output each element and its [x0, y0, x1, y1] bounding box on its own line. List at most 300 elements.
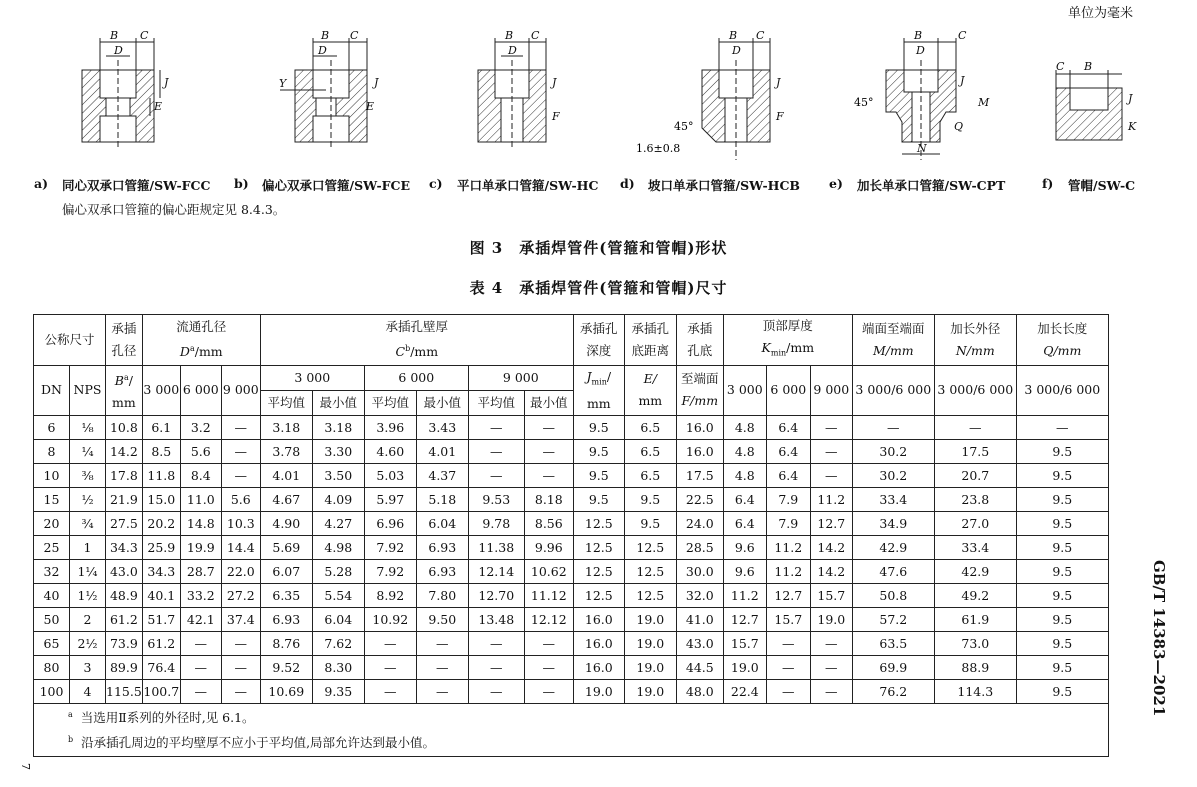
header-top-3000: 3 000 — [723, 365, 766, 416]
label-m: M — [978, 96, 990, 109]
table-cell: 9.6 — [723, 560, 766, 584]
table-cell: 9.5 — [1016, 440, 1108, 464]
table-cell: 19.0 — [624, 680, 676, 704]
table-cell: 5.6 — [221, 488, 260, 512]
table-cell: 47.6 — [852, 560, 934, 584]
table-row — [34, 488, 1109, 512]
table-cell: 21.9 — [106, 488, 143, 512]
table-cell: — — [810, 464, 852, 488]
table-cell: 34.3 — [106, 536, 143, 560]
label-j: J — [1128, 92, 1133, 105]
table-cell: 33.4 — [852, 488, 934, 512]
label-j: J — [552, 76, 557, 89]
table-cell: 2½ — [70, 632, 106, 656]
table-cell: 28.5 — [676, 536, 723, 560]
figure-drawings — [0, 0, 1197, 175]
table-cell: 6.93 — [416, 536, 468, 560]
table-cell: 9.5 — [624, 488, 676, 512]
figure-title: 图 3 承插焊管件(管箍和管帽)形状 — [469, 239, 728, 257]
table-cell: — — [416, 680, 468, 704]
figure-f-drawing — [1056, 60, 1137, 140]
table-cell: 5.6 — [180, 440, 221, 464]
table-cell: 114.3 — [934, 680, 1016, 704]
table-cell: 12.7 — [810, 512, 852, 536]
table-cell: — — [468, 632, 524, 656]
table-cell: 65 — [34, 632, 70, 656]
table-cell: 4.8 — [723, 464, 766, 488]
table-cell: ⅛ — [70, 416, 106, 440]
table-cell: 14.2 — [810, 560, 852, 584]
caption-e: 加长单承口管箍/SW-CPT — [857, 178, 1006, 193]
table-cell: 16.0 — [573, 608, 624, 632]
label-q: Q — [954, 120, 964, 133]
label-c: C — [531, 29, 540, 42]
label-b: B — [729, 29, 738, 42]
table-cell: — — [810, 440, 852, 464]
table-cell: 3.18 — [260, 416, 312, 440]
table-cell: — — [221, 656, 260, 680]
table-cell: — — [221, 416, 260, 440]
table-cell: 9.50 — [416, 608, 468, 632]
table-cell: 9.5 — [1016, 656, 1108, 680]
table-cell: — — [766, 632, 810, 656]
table-cell: — — [364, 632, 416, 656]
table-cell: 3 — [70, 656, 106, 680]
table-cell: 20 — [34, 512, 70, 536]
table-cell: 12.5 — [624, 560, 676, 584]
table-cell: 4.98 — [312, 536, 364, 560]
table-cell: — — [180, 632, 221, 656]
table-title: 表 4 承插焊管件(管箍和管帽)尺寸 — [469, 279, 728, 297]
dimensions-table — [33, 314, 1109, 757]
caption-c: 平口单承口管箍/SW-HC — [457, 178, 599, 193]
table-cell: 9.96 — [524, 536, 573, 560]
table-cell: 115.5 — [106, 680, 143, 704]
label-e: E — [366, 100, 375, 113]
table-row — [34, 416, 1109, 440]
label-j: J — [164, 76, 169, 89]
table-cell: — — [524, 464, 573, 488]
table-cell: 7.80 — [416, 584, 468, 608]
table-cell: 63.5 — [852, 632, 934, 656]
table-cell: 5.54 — [312, 584, 364, 608]
table-cell: 9.52 — [260, 656, 312, 680]
table-cell: 8.4 — [180, 464, 221, 488]
table-cell: 13.48 — [468, 608, 524, 632]
table-cell: 42.1 — [180, 608, 221, 632]
figure-d-drawing — [636, 29, 784, 160]
caption-f-letter: f) — [1042, 176, 1054, 191]
table-cell: 9.5 — [573, 488, 624, 512]
table-row — [34, 536, 1109, 560]
table-cell: 7.9 — [766, 488, 810, 512]
table-cell: ½ — [70, 488, 106, 512]
table-cell: 50.8 — [852, 584, 934, 608]
table-cell: 33.4 — [934, 536, 1016, 560]
table-cell: — — [468, 440, 524, 464]
table-cell: 16.0 — [573, 632, 624, 656]
table-cell: 9.5 — [1016, 560, 1108, 584]
table-cell: 9.5 — [573, 464, 624, 488]
table-cell: 28.7 — [180, 560, 221, 584]
table-row — [34, 656, 1109, 680]
table-cell: 9.5 — [1016, 464, 1108, 488]
label-angle2: 45° — [854, 96, 874, 109]
label-y: Y — [279, 77, 287, 90]
header-q: 加长长度 Q/mm — [1016, 315, 1108, 366]
table-cell: 12.5 — [624, 536, 676, 560]
label-b: B — [110, 29, 119, 42]
table-cell: 12.5 — [573, 536, 624, 560]
label-angle: 45° — [674, 120, 694, 133]
table-cell: 15.0 — [142, 488, 180, 512]
figure-note: 偏心双承口管箍的偏心距规定见 8.4.3。 — [62, 202, 286, 217]
table-cell: 4.01 — [416, 440, 468, 464]
caption-f: 管帽/SW-C — [1068, 178, 1136, 193]
table-cell: — — [364, 680, 416, 704]
header-avg: 平均值 — [468, 390, 524, 415]
table-cell: 9.5 — [1016, 488, 1108, 512]
label-j: J — [776, 76, 781, 89]
header-q-class: 3 000/6 000 — [1016, 365, 1108, 416]
table-cell: 32 — [34, 560, 70, 584]
table-cell: 16.0 — [676, 416, 723, 440]
table-cell: 8.18 — [524, 488, 573, 512]
label-k: K — [1128, 120, 1137, 133]
header-dn: DN — [34, 365, 70, 416]
table-cell: 100 — [34, 680, 70, 704]
table-cell: 6.35 — [260, 584, 312, 608]
table-cell: 12.14 — [468, 560, 524, 584]
table-cell: ¼ — [70, 440, 106, 464]
table-cell: 16.0 — [676, 440, 723, 464]
table-cell: 6 — [34, 416, 70, 440]
caption-b: 偏心双承口管箍/SW-FCE — [262, 178, 410, 193]
table-cell: 10.69 — [260, 680, 312, 704]
table-cell: 15.7 — [723, 632, 766, 656]
header-top: 顶部厚度 $K_{min}/mm$ — [723, 315, 852, 366]
header-wall-9000: 9 000 — [468, 365, 573, 390]
table-cell: 19.0 — [723, 656, 766, 680]
table-cell: 3.96 — [364, 416, 416, 440]
label-b: B — [1084, 60, 1093, 73]
header-n: 加长外径 N/mm — [934, 315, 1016, 366]
table-cell: ⅜ — [70, 464, 106, 488]
table-cell: 3.43 — [416, 416, 468, 440]
label-j: J — [374, 76, 379, 89]
header-n-class: 3 000/6 000 — [934, 365, 1016, 416]
label-b: B — [914, 29, 923, 42]
table-cell: 6.1 — [142, 416, 180, 440]
header-socket-bore-unit: $B^a/$ mm — [106, 365, 143, 416]
table-cell: 12.7 — [766, 584, 810, 608]
table-cell: 6.4 — [723, 512, 766, 536]
table-cell: 11.8 — [142, 464, 180, 488]
table-cell: 3.2 — [180, 416, 221, 440]
table-cell: 4.8 — [723, 416, 766, 440]
table-cell: 30.2 — [852, 464, 934, 488]
header-top-9000: 9 000 — [810, 365, 852, 416]
table-cell: 89.9 — [106, 656, 143, 680]
header-min: 最小值 — [524, 390, 573, 415]
table-row — [34, 632, 1109, 656]
table-cell: 50 — [34, 608, 70, 632]
table-cell: 42.9 — [934, 560, 1016, 584]
label-c: C — [350, 29, 359, 42]
table-cell: 41.0 — [676, 608, 723, 632]
table-cell: 76.4 — [142, 656, 180, 680]
header-wall-6000: 6 000 — [364, 365, 468, 390]
header-min: 最小值 — [312, 390, 364, 415]
table-cell: — — [810, 680, 852, 704]
header-depth: 承插孔 深度 — [573, 315, 624, 366]
table-cell: 6.4 — [766, 416, 810, 440]
table-row — [34, 680, 1109, 704]
table-cell: 43.0 — [106, 560, 143, 584]
table-cell: 17.5 — [676, 464, 723, 488]
header-bottom: 承插孔 底距离 — [624, 315, 676, 366]
header-depth-unit: $J_{min}/$ mm — [573, 365, 624, 416]
label-e: E — [154, 100, 163, 113]
header-avg: 平均值 — [260, 390, 312, 415]
table-cell: 5.28 — [312, 560, 364, 584]
table-cell: 30.0 — [676, 560, 723, 584]
standard-number: GB/T 14383—2021 — [1150, 560, 1168, 717]
table-cell: 12.5 — [573, 560, 624, 584]
label-d: D — [732, 44, 741, 57]
label-c: C — [140, 29, 149, 42]
label-c: C — [1056, 60, 1065, 73]
table-cell: 20.7 — [934, 464, 1016, 488]
table-cell: 11.2 — [766, 536, 810, 560]
table-cell: — — [221, 680, 260, 704]
table-cell: — — [221, 464, 260, 488]
table-cell: — — [221, 632, 260, 656]
table-cell: 32.0 — [676, 584, 723, 608]
table-cell: 4.37 — [416, 464, 468, 488]
caption-e-letter: e) — [829, 176, 843, 191]
table-cell: 7.9 — [766, 512, 810, 536]
figure-c-drawing — [478, 29, 560, 150]
table-cell: 19.0 — [624, 608, 676, 632]
table-cell: — — [468, 656, 524, 680]
table-cell: 40 — [34, 584, 70, 608]
label-d: D — [916, 44, 925, 57]
header-flow-3000: 3 000 — [142, 365, 180, 416]
table-cell: 48.0 — [676, 680, 723, 704]
header-flow-bore: 流通孔径 $D^a/mm$ — [142, 315, 260, 366]
caption-c-letter: c) — [429, 176, 443, 191]
table-cell: 6.93 — [260, 608, 312, 632]
table-cell: 6.07 — [260, 560, 312, 584]
table-cell: 19.0 — [624, 632, 676, 656]
header-end: 承插 孔底 — [676, 315, 723, 366]
table-row — [34, 464, 1109, 488]
table-cell: 8.30 — [312, 656, 364, 680]
table-cell: 5.18 — [416, 488, 468, 512]
header-flow-9000: 9 000 — [221, 365, 260, 416]
table-cell: — — [766, 680, 810, 704]
label-f: F — [552, 110, 560, 123]
label-c: C — [958, 29, 967, 42]
table-cell: 9.5 — [624, 512, 676, 536]
table-cell: 15.7 — [766, 608, 810, 632]
table-cell: 8.56 — [524, 512, 573, 536]
table-cell: 6.5 — [624, 464, 676, 488]
table-cell: 9.78 — [468, 512, 524, 536]
table-cell: 5.69 — [260, 536, 312, 560]
table-cell: 27.0 — [934, 512, 1016, 536]
table-cell: — — [221, 440, 260, 464]
table-cell: 8.5 — [142, 440, 180, 464]
table-cell: 9.5 — [1016, 512, 1108, 536]
table-cell: 25 — [34, 536, 70, 560]
table-cell: — — [524, 680, 573, 704]
table-cell: — — [364, 656, 416, 680]
table-cell: 9.35 — [312, 680, 364, 704]
table-cell: 61.9 — [934, 608, 1016, 632]
table-cell: — — [468, 416, 524, 440]
table-cell: 4 — [70, 680, 106, 704]
table-row — [34, 440, 1109, 464]
table-cell: 34.3 — [142, 560, 180, 584]
table-cell: 10.92 — [364, 608, 416, 632]
table-cell: 4.09 — [312, 488, 364, 512]
table-cell: 48.9 — [106, 584, 143, 608]
label-d: D — [114, 44, 123, 57]
table-cell: 5.97 — [364, 488, 416, 512]
header-m-class: 3 000/6 000 — [852, 365, 934, 416]
table-cell: 3.50 — [312, 464, 364, 488]
table-cell: 33.2 — [180, 584, 221, 608]
table-cell: — — [468, 464, 524, 488]
label-d: D — [318, 44, 327, 57]
table-cell: 76.2 — [852, 680, 934, 704]
header-socket-bore: 承插 孔径 — [106, 315, 143, 366]
table-cell: 7.62 — [312, 632, 364, 656]
table-cell: 6.5 — [624, 416, 676, 440]
table-cell: 16.0 — [573, 656, 624, 680]
table-cell: — — [524, 632, 573, 656]
table-cell: — — [524, 656, 573, 680]
table-cell: 44.5 — [676, 656, 723, 680]
table-cell: 4.01 — [260, 464, 312, 488]
table-cell: 12.12 — [524, 608, 573, 632]
table-cell: 14.8 — [180, 512, 221, 536]
label-b: B — [505, 29, 514, 42]
table-cell: 10.8 — [106, 416, 143, 440]
table-row — [34, 512, 1109, 536]
table-cell: 1¼ — [70, 560, 106, 584]
table-cell: 69.9 — [852, 656, 934, 680]
table-cell: 7.92 — [364, 536, 416, 560]
table-cell: 30.2 — [852, 440, 934, 464]
table-cell: 15.7 — [810, 584, 852, 608]
footnote-a: 当选用Ⅱ系列的外径时,见 6.1。 — [80, 710, 255, 726]
table-cell: 9.5 — [1016, 536, 1108, 560]
table-cell: 9.5 — [1016, 632, 1108, 656]
table-cell: 25.9 — [142, 536, 180, 560]
table-cell: 43.0 — [676, 632, 723, 656]
figure-a-drawing — [82, 29, 169, 150]
table-cell: 9.53 — [468, 488, 524, 512]
header-end-unit: 至端面 F/mm — [676, 365, 723, 416]
table-cell: 9.5 — [573, 440, 624, 464]
table-cell: 22.5 — [676, 488, 723, 512]
table-cell: 6.04 — [312, 608, 364, 632]
table-cell: 88.9 — [934, 656, 1016, 680]
table-cell: — — [416, 632, 468, 656]
table-cell: 5.03 — [364, 464, 416, 488]
table-cell: 1 — [70, 536, 106, 560]
caption-d-letter: d) — [620, 176, 635, 191]
table-cell: 6.4 — [723, 488, 766, 512]
label-j: J — [960, 74, 965, 87]
table-cell: 12.5 — [573, 512, 624, 536]
table-cell: 34.9 — [852, 512, 934, 536]
table-cell: 9.5 — [573, 416, 624, 440]
table-cell: 9.5 — [1016, 584, 1108, 608]
table-cell: 14.2 — [810, 536, 852, 560]
table-cell: — — [524, 416, 573, 440]
table-cell: 8.92 — [364, 584, 416, 608]
table-cell: 19.0 — [573, 680, 624, 704]
table-cell: 4.27 — [312, 512, 364, 536]
table-cell: 11.2 — [766, 560, 810, 584]
table-cell: 8.76 — [260, 632, 312, 656]
table-cell: 19.0 — [810, 608, 852, 632]
table-cell: 9.6 — [723, 536, 766, 560]
footnote-b: 沿承插孔周边的平均壁厚不应小于平均值,局部允许达到最小值。 — [81, 735, 436, 751]
table-cell: 4.8 — [723, 440, 766, 464]
table-cell: 100.7 — [142, 680, 180, 704]
table-body — [34, 416, 1109, 704]
table-cell: 12.5 — [624, 584, 676, 608]
table-cell: — — [1016, 416, 1108, 440]
table-row — [34, 584, 1109, 608]
table-cell: 10.3 — [221, 512, 260, 536]
header-avg: 平均值 — [364, 390, 416, 415]
table-cell: — — [468, 680, 524, 704]
table-cell: 27.5 — [106, 512, 143, 536]
label-f: F — [776, 110, 784, 123]
table-cell: 12.7 — [723, 608, 766, 632]
table-cell: 7.92 — [364, 560, 416, 584]
table-cell: 8 — [34, 440, 70, 464]
table-cell: — — [852, 416, 934, 440]
table-cell: 6.96 — [364, 512, 416, 536]
table-cell: 22.0 — [221, 560, 260, 584]
table-cell: 19.0 — [624, 656, 676, 680]
label-bevel: 1.6±0.8 — [636, 142, 681, 155]
table-cell: 57.2 — [852, 608, 934, 632]
table-cell: 4.67 — [260, 488, 312, 512]
table-cell: — — [810, 416, 852, 440]
table-cell: — — [524, 440, 573, 464]
table-cell: 49.2 — [934, 584, 1016, 608]
table-cell: 14.4 — [221, 536, 260, 560]
table-row — [34, 608, 1109, 632]
figure-e-drawing — [854, 29, 990, 160]
table-cell: 10 — [34, 464, 70, 488]
header-nominal: 公称尺寸 — [34, 315, 106, 366]
label-b: B — [321, 29, 330, 42]
table-cell: 11.38 — [468, 536, 524, 560]
table-cell: 11.12 — [524, 584, 573, 608]
table-cell: 11.2 — [723, 584, 766, 608]
table-cell: 61.2 — [106, 608, 143, 632]
table-cell: — — [934, 416, 1016, 440]
